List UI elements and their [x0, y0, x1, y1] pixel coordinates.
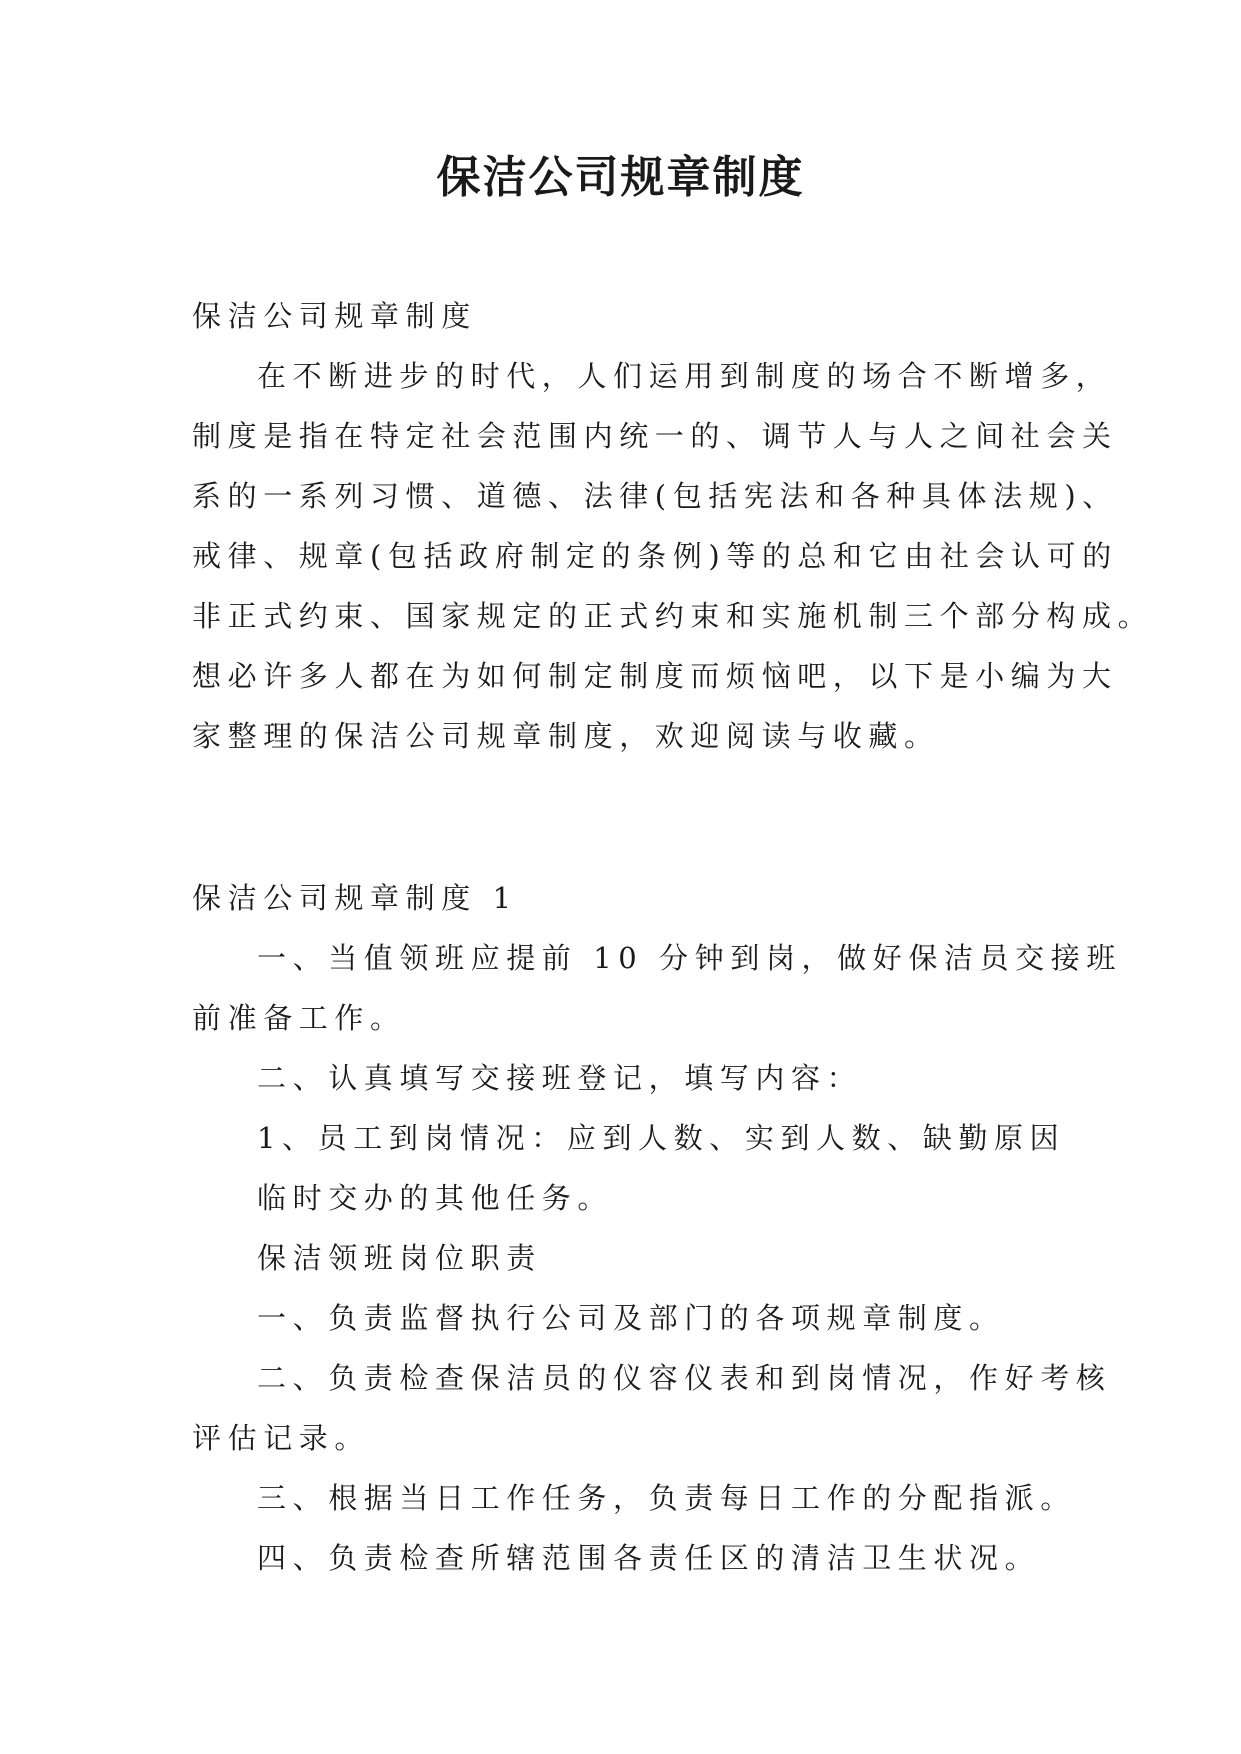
section-line: 保洁领班岗位职责	[257, 1241, 542, 1275]
section-line: 一、负责监督执行公司及部门的各项规章制度。	[257, 1301, 1005, 1335]
section-line: 二、认真填写交接班登记，填写内容：	[257, 1061, 863, 1095]
intro-heading: 保洁公司规章制度	[192, 299, 477, 333]
section-line: 前准备工作。	[192, 1001, 406, 1035]
section-line: 评估记录。	[192, 1421, 371, 1455]
intro-line: 非正式约束、国家规定的正式约束和实施机制三个部分构成。	[192, 599, 1154, 633]
intro-line: 想必许多人都在为如何制定制度而烦恼吧，以下是小编为大	[192, 659, 1118, 693]
section-line: 四、负责检查所辖范围各责任区的清洁卫生状况。	[257, 1541, 1041, 1575]
intro-line: 在不断进步的时代，人们运用到制度的场合不断增多，	[257, 359, 1112, 393]
document-title: 保洁公司规章制度	[436, 152, 805, 203]
intro-line: 戒律、规章(包括政府制定的条例)等的总和它由社会认可的	[192, 539, 1118, 573]
section-line: 临时交办的其他任务。	[257, 1181, 614, 1215]
section-line: 1、员工到岗情况：应到人数、实到人数、缺勤原因	[257, 1121, 1066, 1155]
intro-line: 家整理的保洁公司规章制度，欢迎阅读与收藏。	[192, 719, 940, 753]
intro-line: 制度是指在特定社会范围内统一的、调节人与人之间社会关	[192, 419, 1118, 453]
section-heading: 保洁公司规章制度 1	[192, 881, 518, 915]
intro-line: 系的一系列习惯、道德、法律(包括宪法和各种具体法规)、	[192, 479, 1118, 513]
section-line: 二、负责检查保洁员的仪容仪表和到岗情况，作好考核	[257, 1361, 1112, 1395]
section-line: 三、根据当日工作任务，负责每日工作的分配指派。	[257, 1481, 1076, 1515]
section-line: 一、当值领班应提前 10 分钟到岗，做好保洁员交接班	[257, 941, 1122, 975]
